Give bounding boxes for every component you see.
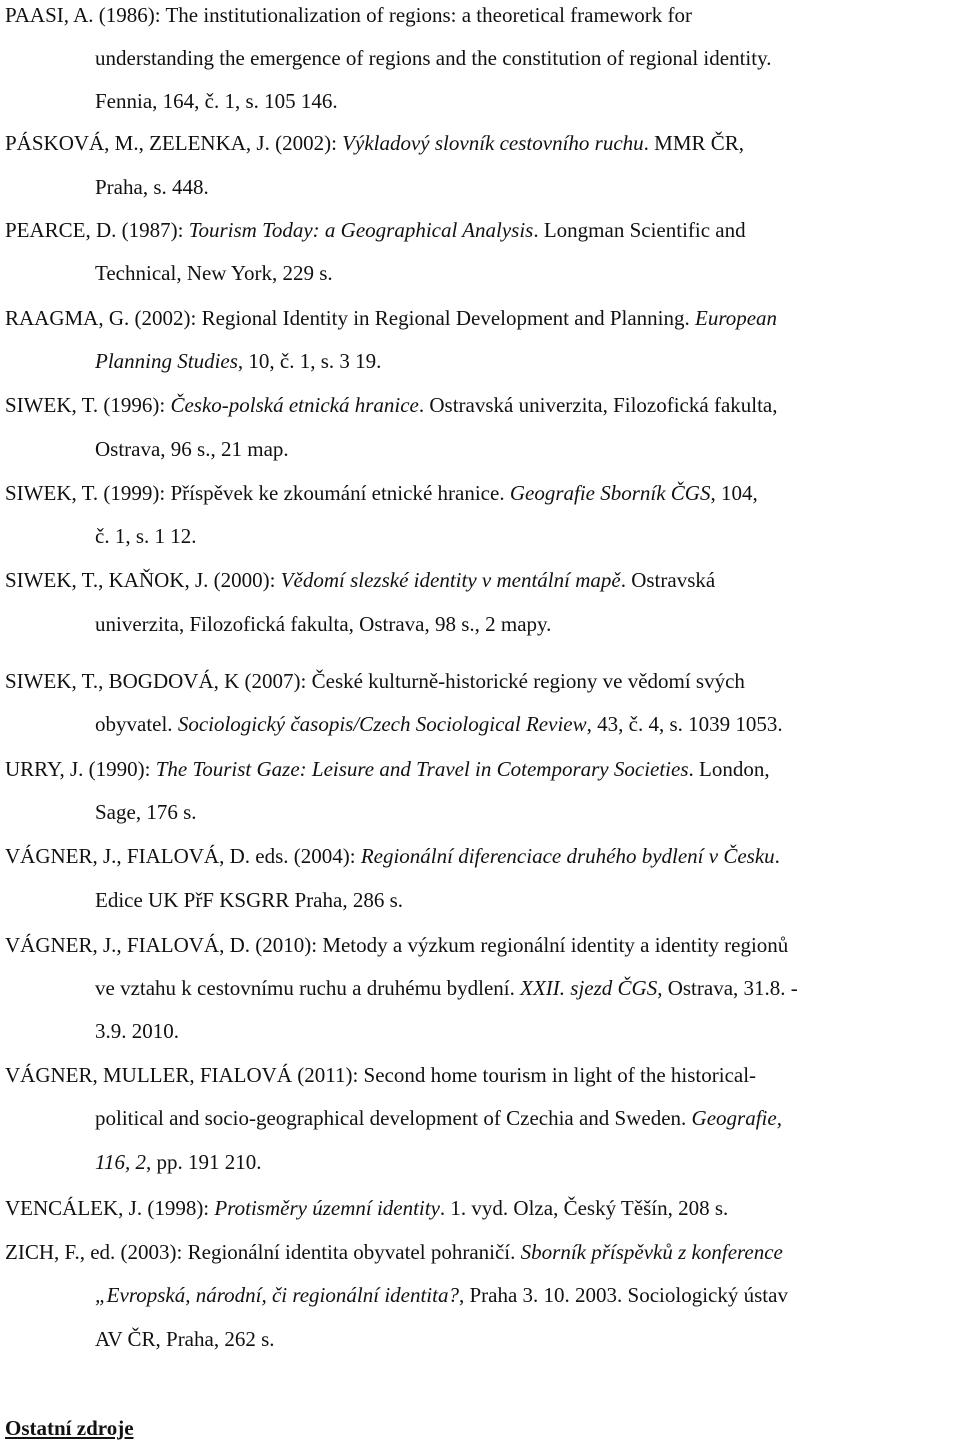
reference-line-continued bbox=[95, 437, 289, 461]
reference-title-italic: Regionální diferenciace druhého bydlení v Česku bbox=[360, 844, 775, 868]
reference-text: VÁGNER, MULLER, FIALOVÁ (2011): Second home tourism in light of the historical- bbox=[5, 1063, 757, 1087]
reference-text: . MMR ČR, bbox=[643, 131, 745, 155]
reference-text: , 43, č. 4, s. 1039 1053. bbox=[586, 712, 783, 736]
reference-line-continued bbox=[95, 89, 338, 113]
reference-text: Edice UK PřF KSGRR Praha, 286 s. bbox=[95, 888, 403, 912]
reference-text: č. 1, s. 1 12. bbox=[95, 524, 197, 548]
reference-line-continued bbox=[95, 1019, 179, 1043]
reference-text: political and socio-geographical development of Czechia and Sweden. bbox=[95, 1106, 692, 1130]
reference-title-italic: Sborník příspěvků z konference bbox=[520, 1240, 783, 1264]
reference-line-continued bbox=[95, 1150, 261, 1174]
reference-title-italic: Výkladový slovník cestovního ruchu bbox=[342, 131, 644, 155]
reference-text: . Ostravská bbox=[620, 568, 716, 592]
reference-title-italic: 116, 2 bbox=[95, 1150, 146, 1174]
reference-text: URRY, J. (1990): bbox=[5, 757, 156, 781]
reference-line-continued bbox=[95, 1106, 782, 1130]
reference-text: understanding the emergence of regions and the constitution of regional identity. bbox=[95, 46, 772, 70]
reference-line-first bbox=[5, 1063, 756, 1087]
reference-text: SIWEK, T., BOGDOVÁ, K (2007): České kulturně-historické regiony ve vědomí svých bbox=[5, 669, 745, 693]
reference-text: PÁSKOVÁ, M., ZELENKA, J. (2002): bbox=[5, 131, 343, 155]
reference-text: SIWEK, T. (1996): bbox=[5, 393, 171, 417]
reference-line-continued bbox=[95, 524, 197, 548]
reference-text: Praha, s. 448. bbox=[95, 175, 209, 199]
reference-line-continued bbox=[95, 800, 197, 824]
reference-title-italic: Planning Studies bbox=[95, 349, 238, 373]
reference-text: Fennia, 164, č. 1, s. 105 146. bbox=[95, 89, 338, 113]
reference-line-continued bbox=[95, 612, 551, 636]
reference-text: SIWEK, T. (1999): Příspěvek ke zkoumání etnické hranice. bbox=[5, 481, 510, 505]
reference-title-italic: „Evropská, národní, či regionální identita? bbox=[95, 1283, 459, 1307]
reference-text: 3.9. 2010. bbox=[95, 1019, 179, 1043]
reference-title-italic: European bbox=[695, 306, 778, 330]
reference-text: . Longman Scientific and bbox=[533, 218, 746, 242]
reference-title-italic: XXII. sjezd ČGS bbox=[520, 976, 658, 1000]
reference-line-continued bbox=[95, 349, 381, 373]
section-heading: Ostatní zdroje bbox=[5, 1416, 134, 1440]
reference-line-first bbox=[5, 757, 770, 781]
reference-text: . Ostravská univerzita, Filozofická fakulta, bbox=[418, 393, 778, 417]
reference-line-first bbox=[5, 933, 788, 957]
reference-line-first bbox=[5, 131, 744, 155]
reference-text: . 1. vyd. Olza, Český Těšín, 208 s. bbox=[439, 1196, 729, 1220]
reference-title-italic: Geografie Sborník ČGS bbox=[509, 481, 711, 505]
reference-title-italic: Protisměry územní identity bbox=[214, 1196, 440, 1220]
reference-text: ZICH, F., ed. (2003): Regionální identita obyvatel pohraničí. bbox=[5, 1240, 521, 1264]
reference-line-continued bbox=[95, 1283, 788, 1307]
reference-line-first bbox=[5, 568, 715, 592]
reference-line-continued bbox=[95, 888, 403, 912]
reference-title-italic: Tourism Today: a Geographical Analysis bbox=[188, 218, 534, 242]
reference-line-first bbox=[5, 669, 745, 693]
reference-line-first bbox=[5, 393, 778, 417]
reference-line-first bbox=[5, 481, 758, 505]
reference-title-italic: Vědomí slezské identity v mentální mapě bbox=[280, 568, 621, 592]
reference-text: PEARCE, D. (1987): bbox=[5, 218, 189, 242]
reference-line-first bbox=[5, 218, 746, 242]
reference-text: , Praha 3. 10. 2003. Sociologický ústav bbox=[458, 1283, 788, 1307]
reference-text: , pp. 191 210. bbox=[145, 1150, 262, 1174]
reference-text: , 10, č. 1, s. 3 19. bbox=[237, 349, 382, 373]
reference-line-first bbox=[5, 3, 692, 27]
reference-line-continued bbox=[95, 175, 209, 199]
reference-text: . bbox=[774, 844, 780, 868]
reference-text: VÁGNER, J., FIALOVÁ, D. eds. (2004): bbox=[5, 844, 361, 868]
reference-line-first bbox=[5, 306, 777, 330]
reference-text: . London, bbox=[688, 757, 770, 781]
reference-text: Sage, 176 s. bbox=[95, 800, 197, 824]
reference-text: VENCÁLEK, J. (1998): bbox=[5, 1196, 215, 1220]
reference-text: Technical, New York, 229 s. bbox=[95, 261, 333, 285]
reference-line-first bbox=[5, 1240, 783, 1264]
reference-text: ve vztahu k cestovnímu ruchu a druhému bydlení. bbox=[95, 976, 521, 1000]
reference-title-italic: Sociologický časopis/Czech Sociological Review bbox=[177, 712, 587, 736]
reference-line-continued bbox=[95, 976, 798, 1000]
reference-line-continued bbox=[95, 1327, 275, 1351]
reference-title-italic: The Tourist Gaze: Leisure and Travel in Cotemporary Societies bbox=[155, 757, 689, 781]
reference-text: RAAGMA, G. (2002): Regional Identity in Regional Development and Planning. bbox=[5, 306, 695, 330]
reference-text: PAASI, A. (1986): The institutionalization of regions: a theoretical framework for bbox=[5, 3, 693, 27]
reference-line-continued bbox=[95, 46, 771, 70]
reference-line-continued bbox=[95, 712, 783, 736]
reference-line-continued bbox=[95, 261, 333, 285]
reference-line-first bbox=[5, 1196, 728, 1220]
reference-title-italic: Geografie, bbox=[691, 1106, 782, 1130]
reference-title-italic: Česko-polská etnická hranice bbox=[170, 393, 419, 417]
reference-text: obyvatel. bbox=[95, 712, 178, 736]
reference-text: , 104, bbox=[710, 481, 758, 505]
reference-text: AV ČR, Praha, 262 s. bbox=[95, 1327, 275, 1351]
reference-text: SIWEK, T., KAŇOK, J. (2000): bbox=[5, 568, 281, 592]
reference-line-first bbox=[5, 844, 780, 868]
reference-text: univerzita, Filozofická fakulta, Ostrava, 98 s., 2 mapy. bbox=[95, 612, 552, 636]
reference-text: VÁGNER, J., FIALOVÁ, D. (2010): Metody a výzkum regionální identity a identity regionů bbox=[5, 933, 789, 957]
reference-text: , Ostrava, 31.8. - bbox=[657, 976, 798, 1000]
reference-text: Ostrava, 96 s., 21 map. bbox=[95, 437, 289, 461]
